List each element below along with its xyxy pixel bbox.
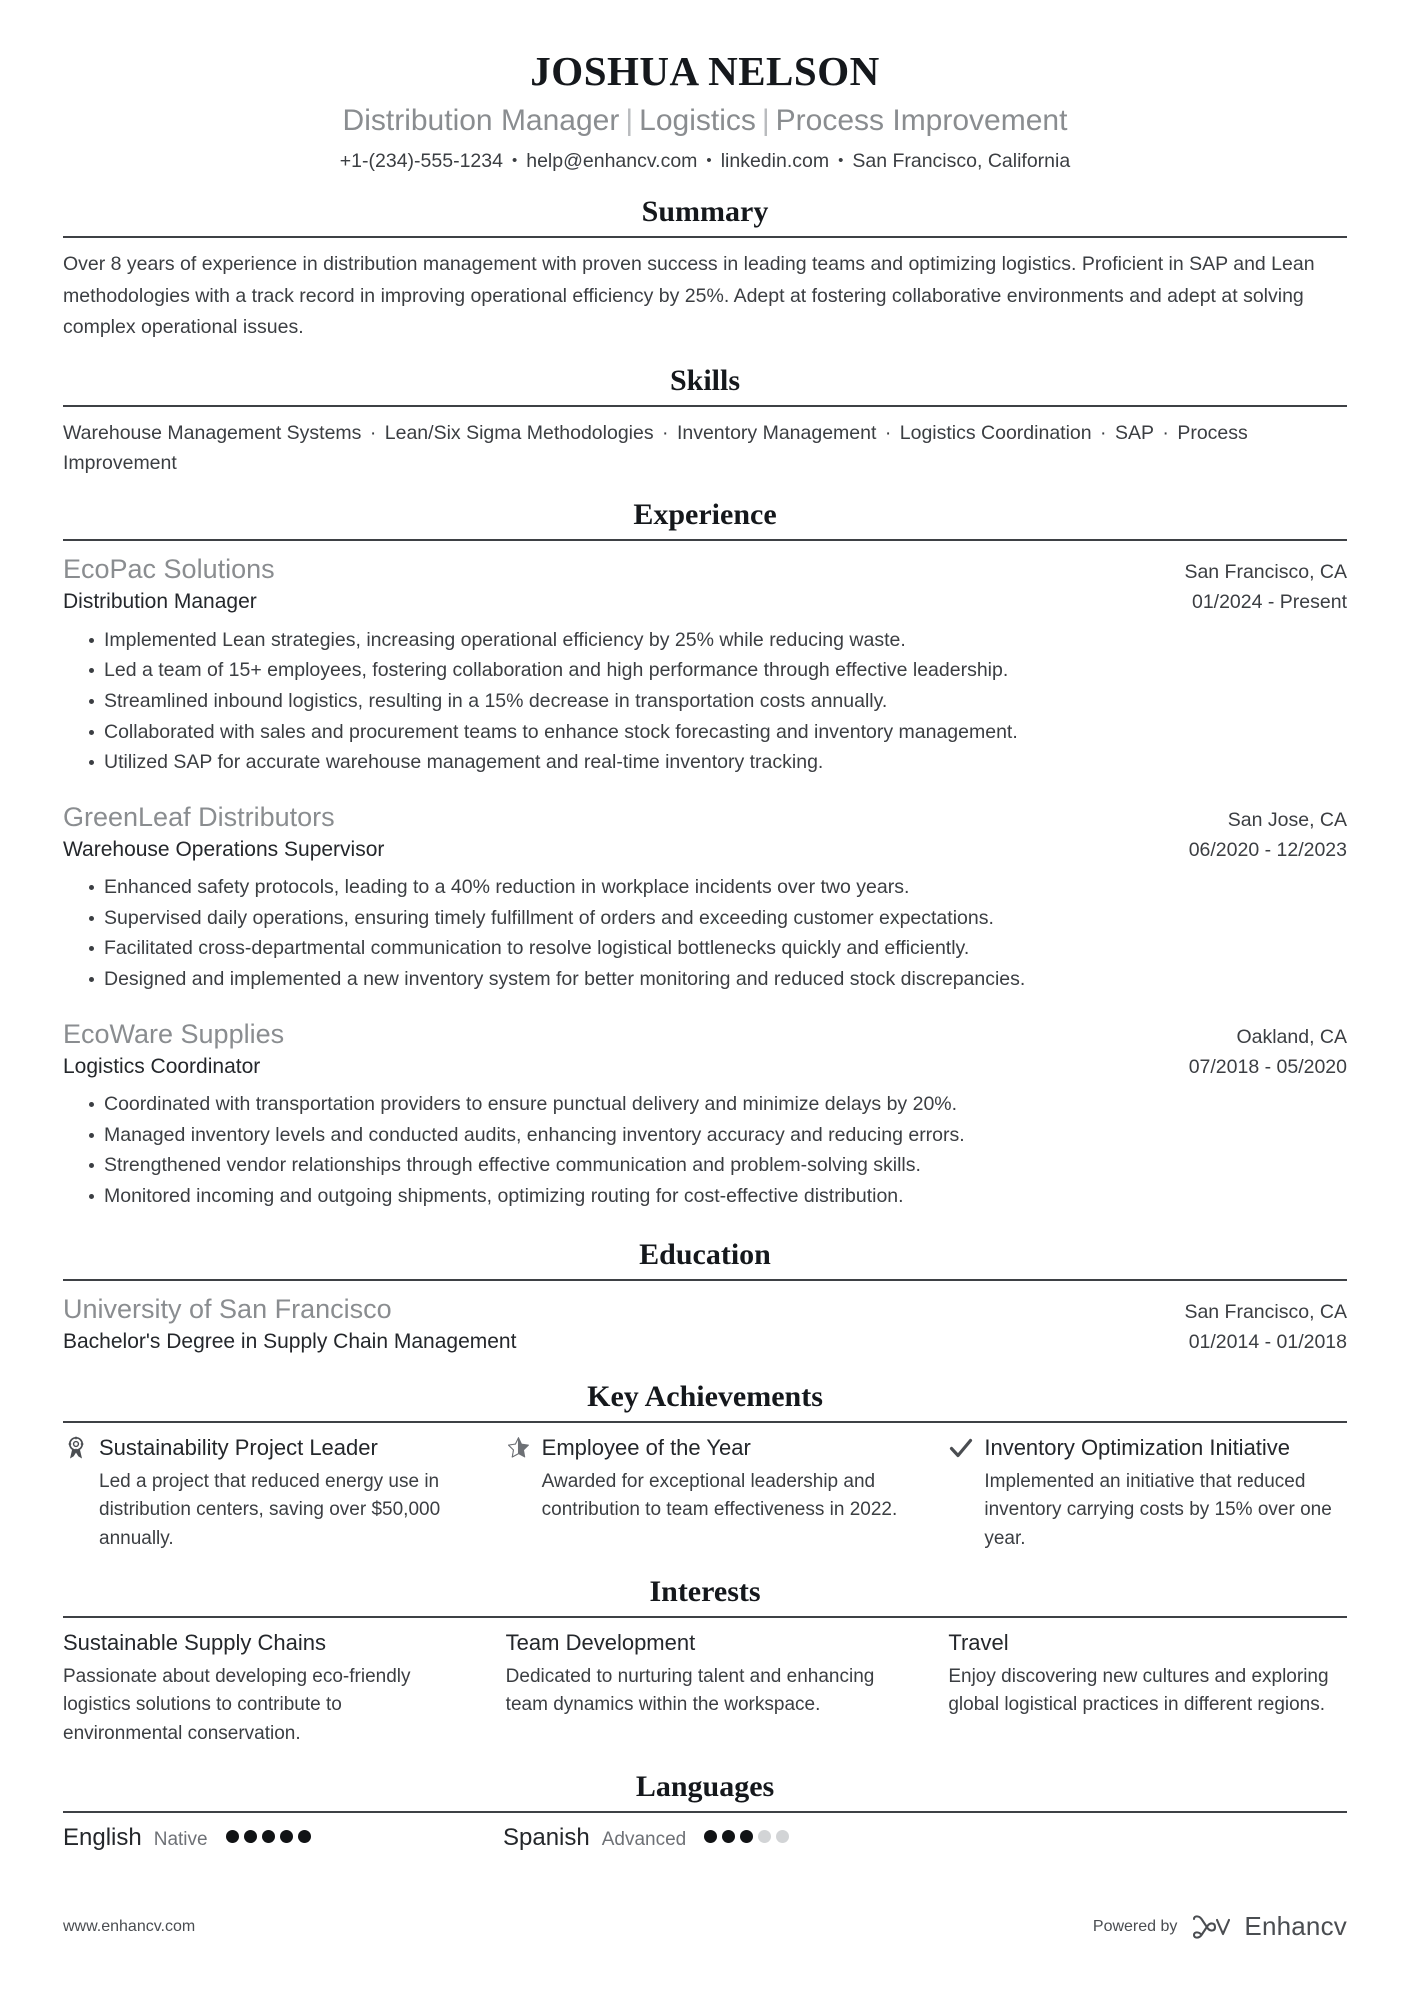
achievement-title: Inventory Optimization Initiative [984, 1435, 1291, 1461]
section-title-interests: Interests [649, 1575, 761, 1609]
rating-dot-filled [704, 1830, 717, 1843]
footer-website-link[interactable]: www.enhancv.com [63, 1917, 196, 1935]
interest-item [948, 1629, 1347, 1748]
skills-list [63, 418, 1347, 478]
skill-item: Logistics Coordination [899, 421, 1092, 444]
experience-role: Warehouse Operations Supervisor [63, 837, 385, 861]
experience-location: Oakland, CA [1236, 1025, 1347, 1048]
experience-company: EcoWare Supplies [63, 1018, 285, 1049]
headline-part-3: Process Improvement [775, 104, 1068, 138]
headline-divider-2: | [761, 104, 770, 138]
experience-bullet: Supervised daily operations, ensuring timely fulfillment of orders and exceeding customer expectations. [89, 904, 1347, 934]
skills-separator: · [364, 421, 382, 444]
award-ribbon-icon [63, 1435, 88, 1460]
experience-bullet: Enhanced safety protocols, leading to a 40% reduction in workplace incidents over two years. [89, 873, 1347, 903]
experience-company-row [63, 552, 1347, 587]
education-degree: Bachelor's Degree in Supply Chain Management [63, 1329, 517, 1353]
rating-dot-filled [226, 1830, 239, 1843]
interests-grid [63, 1629, 1347, 1748]
section-education [63, 1238, 1347, 1356]
contact-linkedin[interactable]: linkedin.com [720, 149, 830, 172]
section-title-languages: Languages [635, 1770, 775, 1804]
experience-bullet: Monitored incoming and outgoing shipments, optimizing routing for cost-effective distribution. [89, 1182, 1347, 1212]
experience-dates: 07/2018 - 05/2020 [1188, 1055, 1347, 1078]
education-school: University of San Francisco [63, 1293, 392, 1324]
rating-dot-filled [298, 1830, 311, 1843]
rating-dot-filled [244, 1830, 257, 1843]
experience-entry [63, 800, 1347, 995]
experience-bullets [63, 626, 1347, 778]
rating-dot-empty [758, 1830, 771, 1843]
section-summary [63, 195, 1347, 344]
experience-bullet: Implemented Lean strategies, increasing operational efficiency by 25% while reducing waste. [89, 626, 1347, 656]
experience-bullet: Streamlined inbound logistics, resulting in a 15% decrease in transportation costs annually. [89, 687, 1347, 717]
experience-location: San Francisco, CA [1184, 561, 1347, 584]
achievement-description: Implemented an initiative that reduced inventory carrying costs by 15% over one year. [984, 1470, 1332, 1549]
language-rating-dots [208, 1830, 311, 1843]
language-level: Native [153, 1829, 208, 1851]
section-title-skills: Skills [669, 363, 741, 397]
contact-line [63, 148, 1347, 175]
experience-company-row [63, 800, 1347, 835]
section-experience [63, 498, 1347, 1211]
experience-role: Logistics Coordinator [63, 1054, 261, 1078]
experience-dates: 01/2024 - Present [1191, 591, 1347, 614]
experience-bullet: Collaborated with sales and procurement teams to enhance stock forecasting and inventory management. [89, 718, 1347, 748]
experience-bullets [63, 873, 1347, 995]
skill-item: Process Improvement [63, 421, 1248, 474]
candidate-name: JOSHUA NELSON [530, 48, 880, 94]
contact-separator-1: • [511, 151, 518, 169]
experience-company-row [63, 1017, 1347, 1052]
rating-dot-filled [722, 1830, 735, 1843]
experience-role-row [63, 587, 1347, 616]
experience-company: GreenLeaf Distributors [63, 801, 335, 832]
experience-bullet: Led a team of 15+ employees, fostering collaboration and high performance through effective leadership. [89, 656, 1347, 686]
interest-item [63, 1629, 462, 1748]
skill-item: SAP [1114, 421, 1154, 444]
experience-bullet: Coordinated with transportation providers to ensure punctual delivery and minimize delays by 20%. [89, 1090, 1347, 1120]
achievement-item [506, 1434, 905, 1553]
achievement-header [506, 1434, 905, 1462]
contact-separator-3: • [838, 151, 844, 169]
experience-role-row [63, 1052, 1347, 1081]
language-rating-dots [686, 1830, 789, 1843]
language-item [63, 1824, 503, 1852]
experience-bullet: Utilized SAP for accurate warehouse management and real-time inventory tracking. [89, 748, 1347, 778]
summary-text: Over 8 years of experience in distribution management with proven success in leading teams and optimizing logistics. Proficient in SAP and Lean methodologies with a track record in improving operational efficiency by 25%. Adept at fostering collaborative environments and adept at solving complex operational issues. [63, 253, 1315, 339]
skill-item: Inventory Management [676, 421, 877, 444]
rating-dot-filled [740, 1830, 753, 1843]
enhancv-wordmark: Enhancv [1244, 1911, 1347, 1941]
section-languages [63, 1770, 1347, 1852]
interest-title: Travel [948, 1630, 1009, 1656]
skills-separator: · [656, 421, 674, 444]
contact-separator-2: • [706, 151, 712, 169]
section-title-summary: Summary [641, 195, 769, 229]
interest-item [506, 1629, 905, 1748]
achievement-header [63, 1434, 462, 1462]
education-entries [63, 1281, 1347, 1356]
contact-location: San Francisco, California [852, 149, 1071, 172]
interest-description: Dedicated to nurturing talent and enhancing team dynamics within the workspace. [505, 1665, 875, 1716]
section-title-experience: Experience [633, 498, 777, 532]
experience-bullet: Facilitated cross-departmental communication to resolve logistical bottlenecks quickly and efficiently. [89, 934, 1347, 964]
language-name: Spanish [503, 1824, 590, 1852]
interest-title: Team Development [505, 1630, 696, 1656]
resume-header [63, 46, 1347, 175]
powered-by-label: Powered by [1092, 1917, 1178, 1935]
experience-dates: 06/2020 - 12/2023 [1188, 838, 1347, 861]
education-dates: 01/2014 - 01/2018 [1188, 1330, 1347, 1353]
page-footer [63, 1911, 1347, 1942]
experience-bullet: Designed and implemented a new inventory system for better monitoring and reduced stock discrepancies. [89, 965, 1347, 995]
achievement-description: Led a project that reduced energy use in distribution centers, saving over $50,000 annually. [99, 1470, 441, 1549]
experience-entry [63, 1017, 1347, 1212]
education-degree-row [63, 1327, 1347, 1356]
contact-phone: +1-(234)-555-1234 [339, 149, 503, 172]
section-skills [63, 364, 1347, 478]
experience-bullet: Managed inventory levels and conducted audits, enhancing inventory accuracy and reducing errors. [89, 1121, 1347, 1151]
achievement-title: Employee of the Year [541, 1435, 751, 1461]
interest-title: Sustainable Supply Chains [63, 1630, 326, 1656]
achievement-item [63, 1434, 462, 1553]
enhancv-mark-icon [1191, 1914, 1235, 1940]
skill-item: Lean/Six Sigma Methodologies [384, 421, 654, 444]
interest-description: Passionate about developing eco-friendly logistics solutions to contribute to environmental conservation. [63, 1665, 411, 1744]
education-entry [63, 1292, 1347, 1356]
contact-email[interactable]: help@enhancv.com [526, 149, 698, 172]
skills-separator: · [1156, 421, 1175, 444]
headline-part-1: Distribution Manager [342, 104, 620, 138]
achievement-title: Sustainability Project Leader [99, 1435, 378, 1461]
language-level: Advanced [601, 1829, 687, 1851]
education-school-row [63, 1292, 1347, 1327]
section-title-achievements: Key Achievements [587, 1380, 823, 1414]
experience-bullet: Strengthened vendor relationships through effective communication and problem-solving skills. [89, 1151, 1347, 1181]
skills-separator: · [1094, 421, 1112, 444]
rating-dot-empty [776, 1830, 789, 1843]
language-item [503, 1824, 943, 1852]
section-interests [63, 1575, 1347, 1748]
rating-dot-filled [262, 1830, 275, 1843]
section-achievements [63, 1380, 1347, 1553]
star-icon [506, 1435, 531, 1460]
candidate-headline [63, 101, 1347, 142]
enhancv-logo [1191, 1911, 1347, 1942]
interest-description: Enjoy discovering new cultures and exploring global logistical practices in different regions. [948, 1665, 1329, 1716]
achievement-description: Awarded for exceptional leadership and contribution to team effectiveness in 2022. [541, 1470, 898, 1521]
language-name: English [63, 1824, 142, 1852]
rating-dot-filled [280, 1830, 293, 1843]
achievement-item [948, 1434, 1347, 1553]
skill-item: Warehouse Management Systems [63, 421, 362, 444]
experience-company: EcoPac Solutions [63, 554, 275, 585]
experience-role-row [63, 835, 1347, 864]
achievement-header [948, 1434, 1347, 1462]
check-icon [948, 1435, 973, 1460]
headline-part-2: Logistics [639, 104, 756, 138]
languages-row [63, 1824, 1347, 1852]
achievements-grid [63, 1434, 1347, 1553]
section-title-education: Education [639, 1237, 771, 1271]
skills-separator: · [879, 421, 897, 444]
experience-entries [63, 541, 1347, 1211]
experience-entry [63, 552, 1347, 778]
experience-location: San Jose, CA [1227, 808, 1347, 831]
education-location: San Francisco, CA [1184, 1300, 1347, 1323]
experience-role: Distribution Manager [63, 590, 257, 614]
experience-bullets [63, 1090, 1347, 1212]
headline-divider-1: | [625, 104, 634, 138]
